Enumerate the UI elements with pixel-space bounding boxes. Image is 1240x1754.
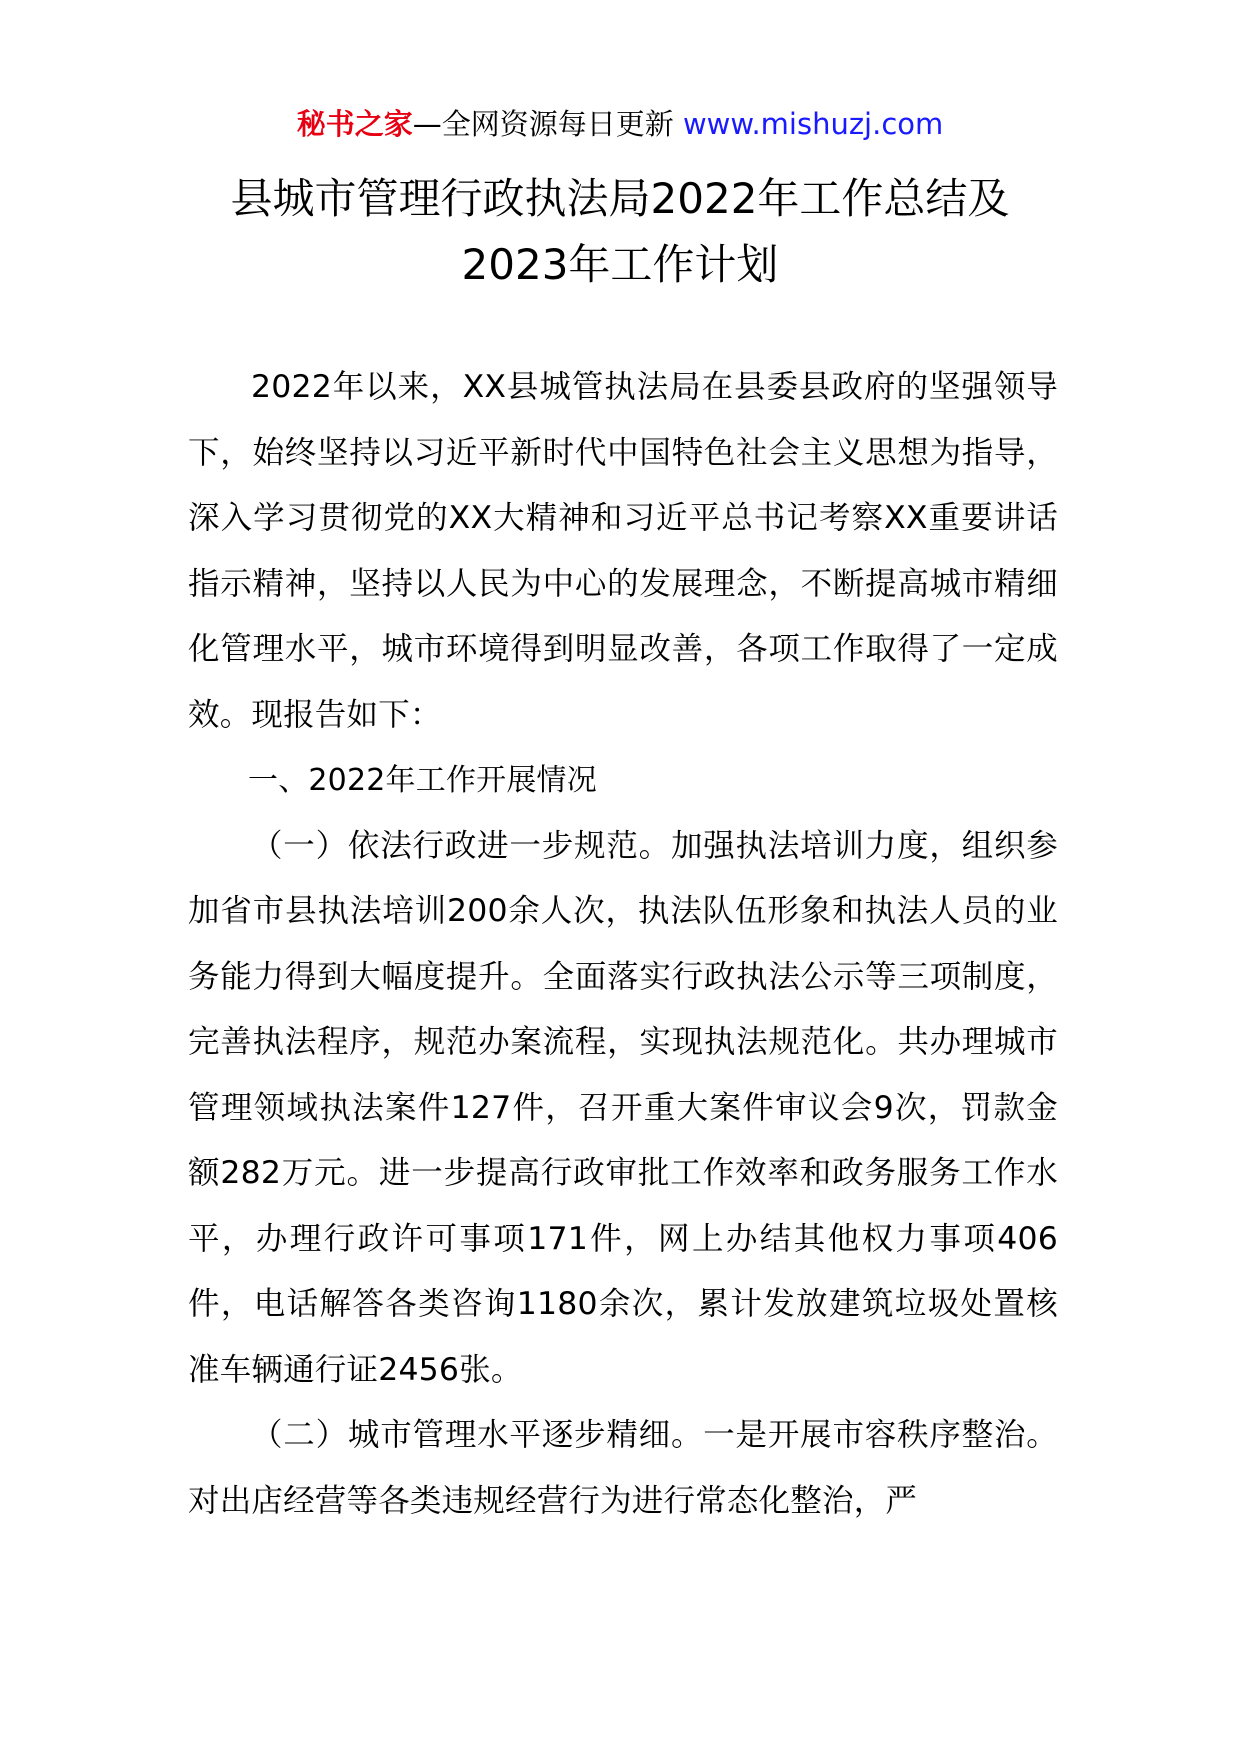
document-body: [188, 355, 1058, 1534]
section-paragraph-1: （一）依法行政进一步规范。加强执法培训力度，组织参加省市县执法培训200余人次，执法队伍形象和执法人员的业务能力得到大幅度提升。全面落实行政执法公示等三项制度，完善执法程序，规范办案流程，实现执法规范化。共办理城市管理领域执法案件127件，召开重大案件审议会9次，罚款金额282万元。进一步提高行政审批工作效率和政务服务工作水平，办理行政许可事项171件，网上办结其他权力事项406件，电话解答各类咨询1180余次，累计发放建筑垃圾处置核准车辆通行证2456张。: [188, 827, 1058, 1388]
document-title: [120, 166, 1120, 298]
site-tagline: —全网资源每日更新: [412, 107, 674, 141]
brand-name: 秘书之家: [296, 107, 413, 141]
section-heading-1: 一、2022年工作开展情况: [248, 763, 597, 798]
site-header: [0, 104, 1240, 144]
section-paragraph-2: （二）城市管理水平逐步精细。一是开展市容秩序整治。对出店经营等各类违规经营行为进行常态化整治，严: [188, 1417, 1058, 1519]
title-line-2: 2023年工作计划: [461, 240, 779, 289]
title-line-1: 县城市管理行政执法局2022年工作总结及: [230, 174, 1010, 223]
intro-paragraph: 2022年以来，XX县城管执法局在县委县政府的坚强领导下，始终坚持以习近平新时代中国特色社会主义思想为指导，深入学习贯彻党的XX大精神和习近平总书记考察XX重要讲话指示精神，坚持以人民为中心的发展理念，不断提高城市精细化管理水平，城市环境得到明显改善，各项工作取得了一定成效。现报告如下：: [188, 369, 1058, 733]
site-url-link[interactable]: www.mishuzj.com: [682, 107, 944, 141]
